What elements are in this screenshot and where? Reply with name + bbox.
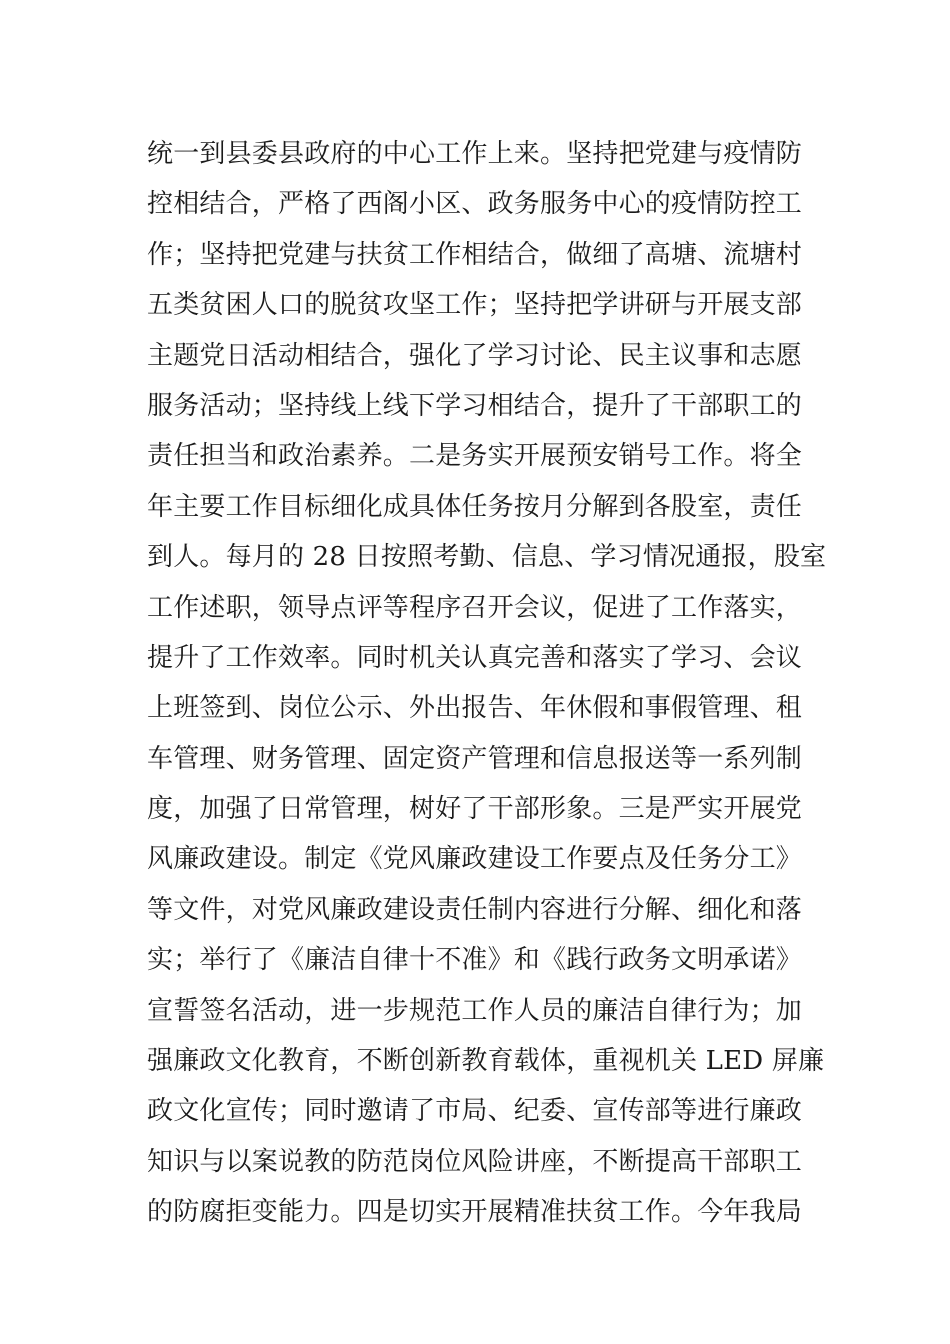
text-line: 风廉政建设。制定《党风廉政建设工作要点及任务分工》	[147, 844, 803, 875]
text-line: 主题党日活动相结合，强化了学习讨论、民主议事和志愿	[147, 340, 803, 371]
text-line: 强廉政文化教育，不断创新教育载体，重视机关 LED 屏廉	[147, 1046, 825, 1077]
text-line: 到人。每月的 28 日按照考勤、信息、学习情况通报，股室	[147, 542, 827, 573]
text-line: 工作述职，领导点评等程序召开会议，促进了工作落实，	[147, 592, 803, 623]
text-line: 年主要工作目标细化成具体任务按月分解到各股室，责任	[147, 491, 803, 522]
text-line: 度，加强了日常管理，树好了干部形象。三是严实开展党	[147, 794, 803, 825]
text-line: 提升了工作效率。同时机关认真完善和落实了学习、会议	[147, 642, 803, 673]
text-line: 政文化宣传；同时邀请了市局、纪委、宣传部等进行廉政	[147, 1096, 803, 1127]
text-line: 实；举行了《廉洁自律十不准》和《践行政务文明承诺》	[147, 945, 803, 976]
text-line: 车管理、财务管理、固定资产管理和信息报送等一系列制	[147, 743, 803, 774]
text-line: 五类贫困人口的脱贫攻坚工作；坚持把学讲研与开展支部	[147, 290, 803, 321]
text-line: 统一到县委县政府的中心工作上来。坚持把党建与疫情防	[147, 139, 803, 169]
text-line: 责任担当和政治素养。二是务实开展预安销号工作。将全	[147, 441, 803, 472]
text-line: 宣誓签名活动，进一步规范工作人员的廉洁自律行为；加	[147, 995, 803, 1026]
text-line: 上班签到、岗位公示、外出报告、年休假和事假管理、租	[147, 693, 803, 724]
text-line: 作；坚持把党建与扶贫工作相结合，做细了高塘、流塘村	[147, 239, 803, 270]
body-paragraph	[147, 129, 827, 1238]
text-line: 的防腐拒变能力。四是切实开展精准扶贫工作。今年我局	[147, 1197, 803, 1228]
text-line: 控相结合，严格了西阁小区、政务服务中心的疫情防控工	[147, 189, 803, 220]
text-line: 等文件，对党风廉政建设责任制内容进行分解、细化和落	[147, 894, 803, 925]
text-line: 知识与以案说教的防范岗位风险讲座，不断提高干部职工	[147, 1146, 803, 1177]
text-line: 服务活动；坚持线上线下学习相结合，提升了干部职工的	[147, 390, 803, 421]
